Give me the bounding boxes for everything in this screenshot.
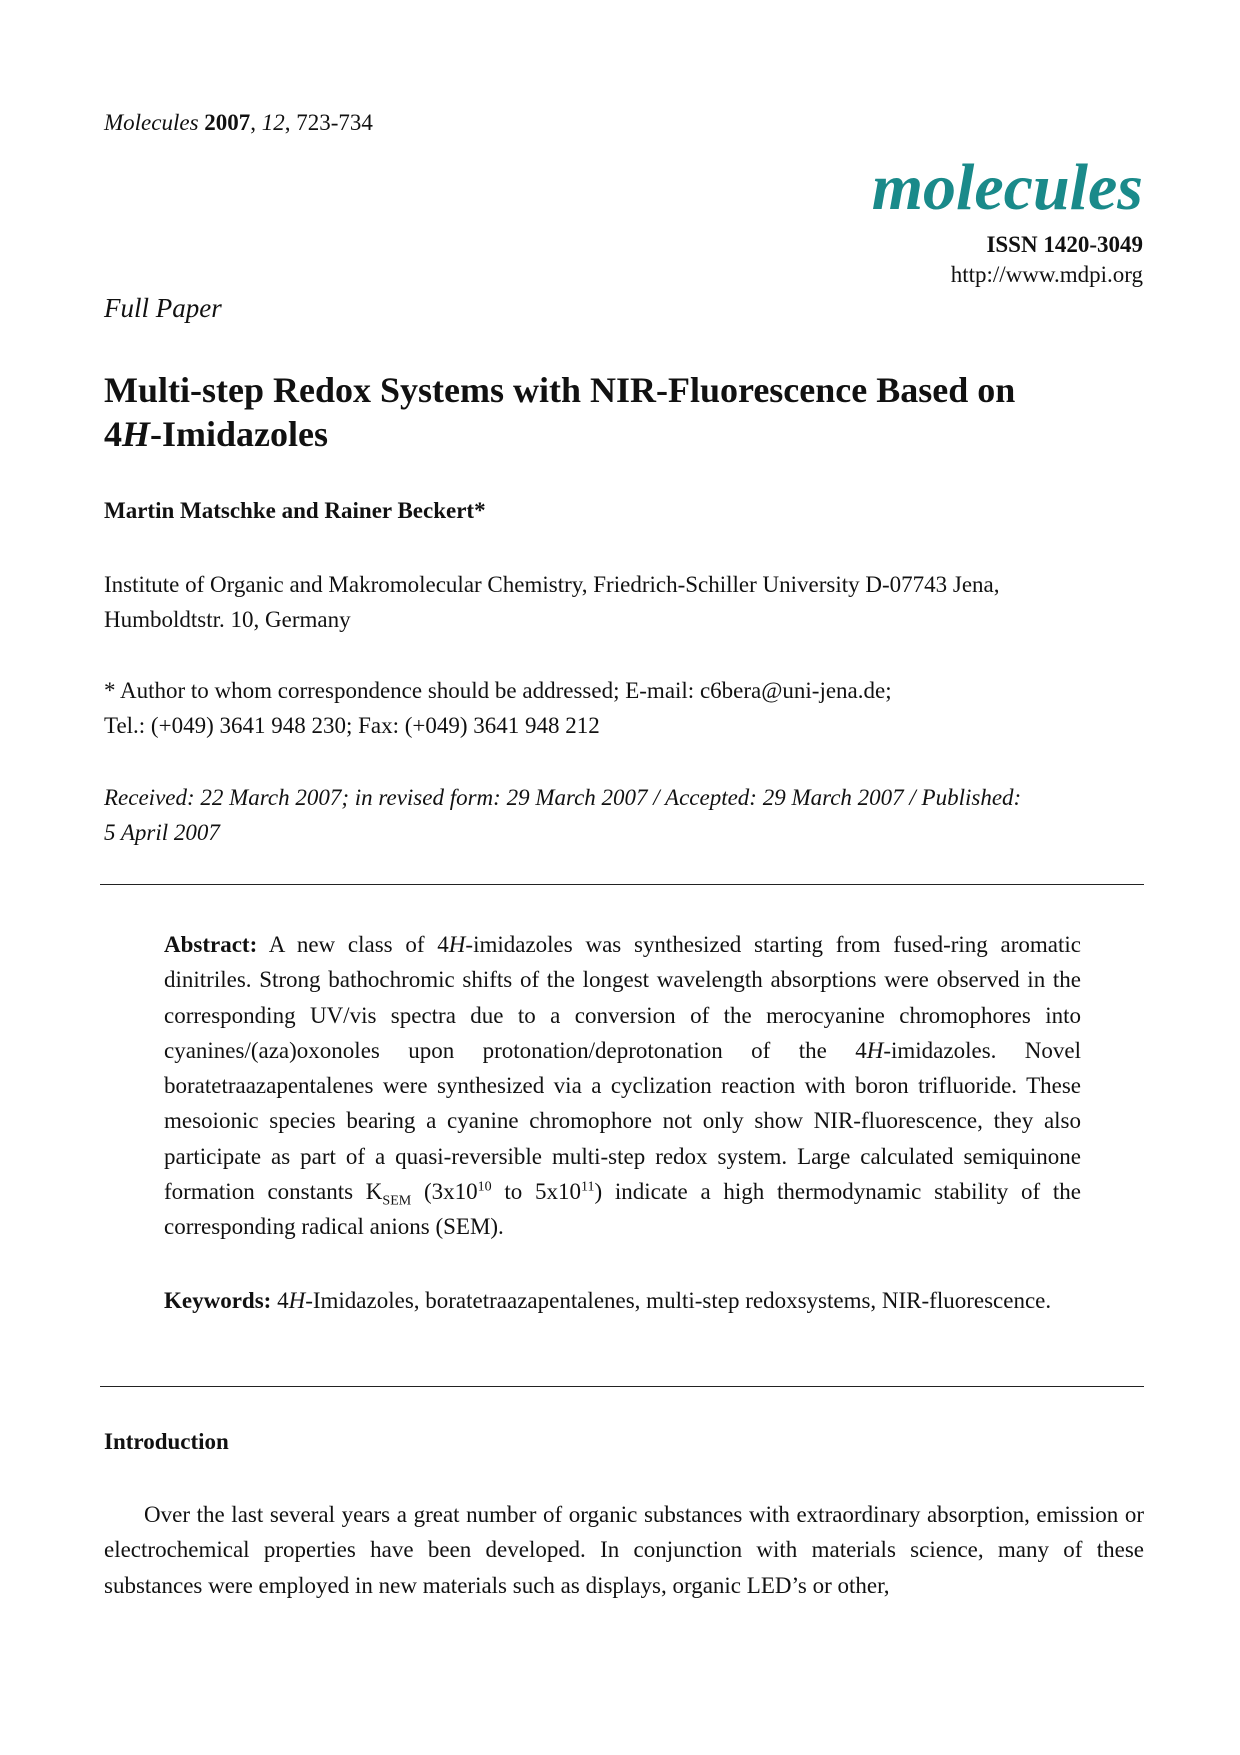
citation-pages: 723-734 bbox=[296, 110, 373, 135]
section-heading-introduction: Introduction bbox=[104, 1429, 229, 1454]
correspondence: * Author to whom correspondence should be addressed; E-mail: c6bera@uni-jena.de; Tel.: (+049) 3641 948 230; Fax: (+049) 3641 948 212 bbox=[104, 678, 892, 738]
citation-year: 2007 bbox=[204, 110, 251, 135]
abstract-label: Abstract: bbox=[164, 932, 258, 957]
affiliation: Institute of Organic and Makromolecular Chemistry, Friedrich-Schiller University D-07743 Jena, Humboldtstr. 10, Germany bbox=[104, 572, 1000, 632]
citation-line: Molecules 2007, 12, 723-734 bbox=[104, 110, 373, 135]
divider-bottom bbox=[100, 1386, 1144, 1387]
citation-journal: Molecules bbox=[104, 110, 199, 135]
citation-volume: 12 bbox=[261, 110, 285, 135]
introduction-paragraph: Over the last several years a great number of organic substances with extraordinary absorption, emission or electrochemical properties have been developed. In conjunction with materials science, many of these substances were employed in new materials such as displays, organic LED’s or other, bbox=[104, 1502, 1144, 1598]
keywords: Keywords: 4H-Imidazoles, boratetraazapentalenes, multi-step redoxsystems, NIR-fluorescence. bbox=[164, 1288, 1052, 1313]
divider-top bbox=[100, 884, 1144, 885]
abstract: Abstract: A new class of 4H-imidazoles was synthesized starting from fused-ring aromatic dinitriles. Strong bathochromic shifts of the longest wavelength absorptions were observed in the corresponding UV/vis spectra due to a conversion of the merocyanine chromophores into cyanines/(aza)oxonoles upon protonation/deprotonation of the 4H-imidazoles. Novel boratetraazapentalenes were synthesized via a cyclization reaction with boron trifluoride. These mesoionic species bearing a cyanine chromophore not only show NIR-fluorescence, they also participate as part of a quasi-reversible multi-step redox system. Large calculated semiquinone formation constants $K_{SEM}$ ($3x10^{10}$ to $5x10^{11}$) indicate a high thermodynamic stability of the corresponding radical anions (SEM). bbox=[164, 932, 1081, 1240]
title-line-2: 4H-Imidazoles bbox=[104, 414, 328, 454]
authors: Martin Matschke and Rainer Beckert* bbox=[104, 498, 486, 523]
journal-logo: molecules bbox=[871, 151, 1143, 224]
keywords-label: Keywords: bbox=[164, 1288, 272, 1313]
paper-title bbox=[104, 368, 1144, 456]
title-line-1: Multi-step Redox Systems with NIR-Fluorescence Based on bbox=[104, 370, 1016, 410]
journal-url[interactable]: http://www.mdpi.org bbox=[950, 262, 1143, 287]
publication-dates: Received: 22 March 2007; in revised form: 29 March 2007 / Accepted: 29 March 2007 / Published: 5 April 2007 bbox=[104, 785, 1022, 845]
paper-type: Full Paper bbox=[104, 293, 222, 323]
issn: ISSN 1420-3049 bbox=[986, 232, 1143, 257]
